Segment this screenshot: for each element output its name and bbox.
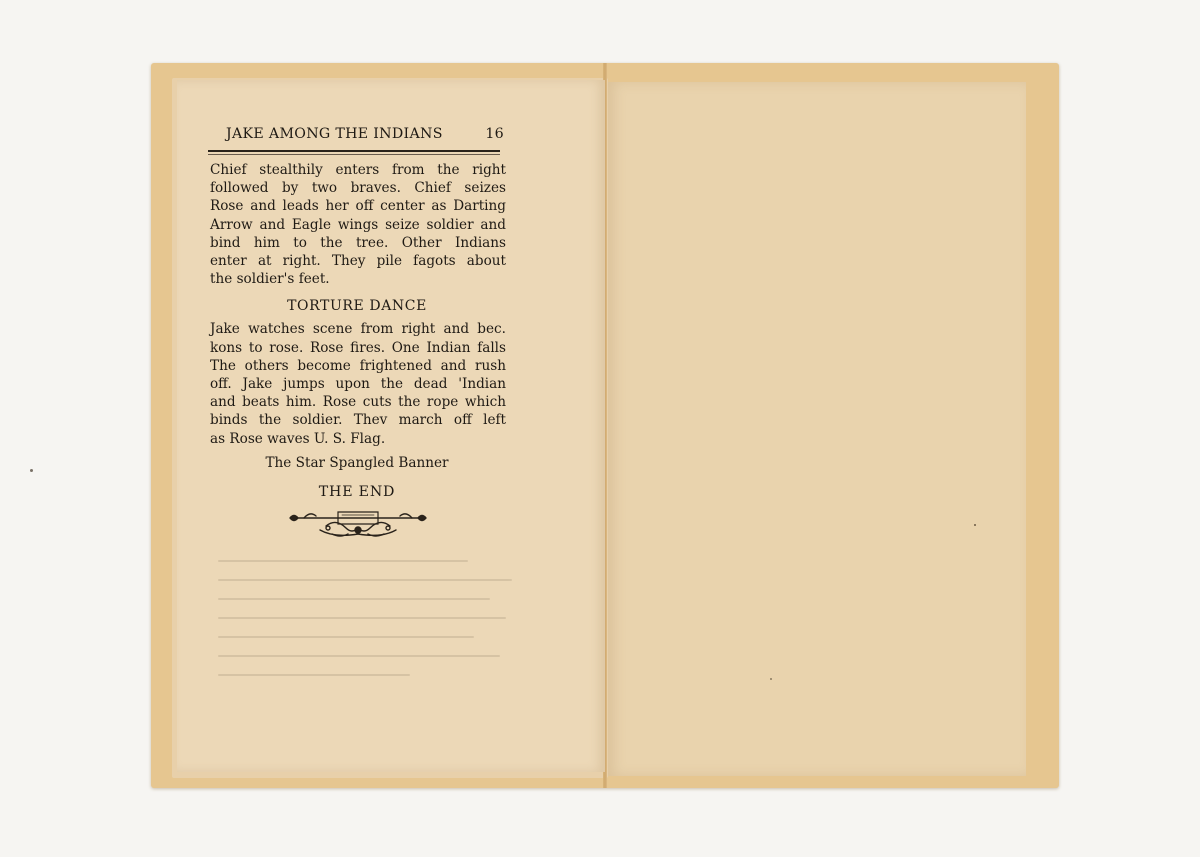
text-line: enter at right. They pile fagots about (210, 253, 506, 270)
paragraph-two (210, 320, 506, 447)
running-head (208, 126, 506, 148)
text-line: kons to rose. Rose fires. One Indian falls (210, 339, 506, 356)
head-rule-thin (208, 154, 500, 155)
text-line: Rose and leads her off center as Darting (210, 198, 506, 215)
text-line: bind him to the tree. Other Indians (210, 234, 506, 251)
decorative-scroll-icon (286, 506, 430, 540)
text-line: The others become frightened and rush (210, 357, 506, 374)
stray-dust-mark (30, 469, 33, 472)
text-line: Jake watches scene from right and bec. (210, 321, 506, 338)
page-text (208, 126, 506, 500)
show-through-text (218, 560, 538, 710)
head-rule (208, 150, 500, 152)
text-line: followed by two braves. Chief seizes (210, 180, 506, 197)
text-line: binds the soldier. Thev march off left (210, 412, 506, 429)
right-page-blank (608, 82, 1026, 776)
text-line: off. Jake jumps upon the dead 'Indian (210, 376, 506, 393)
paper-speck (974, 524, 976, 526)
text-line: Arrow and Eagle wings seize soldier and (210, 216, 506, 233)
text-line: as Rose waves U. S. Flag. (210, 430, 386, 447)
page-number: 16 (485, 126, 504, 142)
closing-text: THE END (318, 483, 396, 500)
paper-speck (770, 678, 772, 680)
text-line: Chief stealthily enters from the right (210, 162, 506, 178)
text-line: and beats him. Rose cuts the rope which (210, 394, 506, 411)
paragraph-one (210, 161, 506, 288)
song-title: The Star Spangled Banner (265, 454, 449, 471)
section-heading: TORTURE DANCE (287, 298, 427, 315)
text-line: the soldier's feet. (210, 271, 330, 288)
running-title: JAKE AMONG THE INDIANS (226, 126, 443, 142)
